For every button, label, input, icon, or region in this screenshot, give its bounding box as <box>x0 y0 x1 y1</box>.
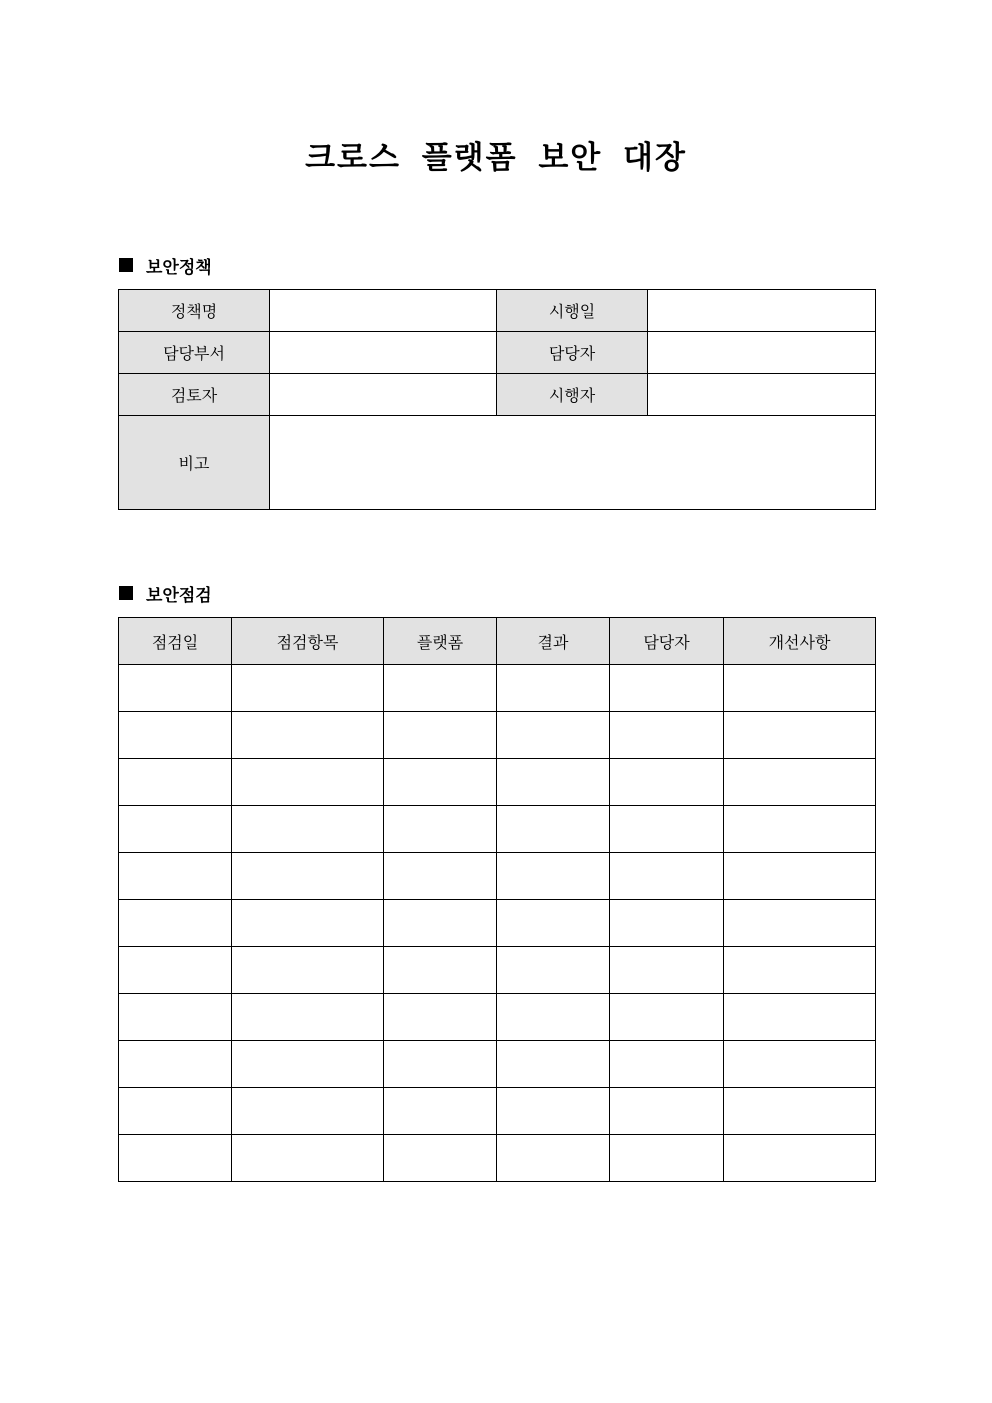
column-header-manager: 담당자 <box>610 618 724 665</box>
platform-cell[interactable] <box>384 853 497 900</box>
result-cell[interactable] <box>497 759 610 806</box>
inspection-item-cell[interactable] <box>232 947 384 994</box>
inspection-date-cell[interactable] <box>119 1135 232 1182</box>
table-row <box>119 290 876 332</box>
policy-name-field[interactable] <box>270 290 497 332</box>
manager-cell[interactable] <box>610 853 724 900</box>
square-bullet-icon <box>119 258 133 272</box>
manager-cell[interactable] <box>610 759 724 806</box>
improvements-cell[interactable] <box>724 853 876 900</box>
section-heading-inspection <box>119 581 212 605</box>
improvements-cell[interactable] <box>724 900 876 947</box>
result-cell[interactable] <box>497 900 610 947</box>
section-heading-label: 보안점검 <box>146 585 212 606</box>
remarks-field[interactable] <box>270 416 876 510</box>
inspection-date-cell[interactable] <box>119 853 232 900</box>
inspection-date-cell[interactable] <box>119 1088 232 1135</box>
improvements-cell[interactable] <box>724 806 876 853</box>
section-heading-label: 보안정책 <box>146 257 212 278</box>
platform-cell[interactable] <box>384 759 497 806</box>
inspection-item-cell[interactable] <box>232 1088 384 1135</box>
column-header-inspection-date: 점검일 <box>119 618 232 665</box>
executor-label: 시행자 <box>497 374 648 416</box>
inspection-date-cell[interactable] <box>119 900 232 947</box>
effective-date-field[interactable] <box>648 290 876 332</box>
column-header-result: 결과 <box>497 618 610 665</box>
table-row <box>119 994 876 1041</box>
table-row <box>119 900 876 947</box>
platform-cell[interactable] <box>384 900 497 947</box>
inspection-item-cell[interactable] <box>232 994 384 1041</box>
inspection-item-cell[interactable] <box>232 806 384 853</box>
inspection-item-cell[interactable] <box>232 1041 384 1088</box>
platform-cell[interactable] <box>384 1135 497 1182</box>
platform-cell[interactable] <box>384 712 497 759</box>
inspection-item-cell[interactable] <box>232 712 384 759</box>
improvements-cell[interactable] <box>724 994 876 1041</box>
table-row <box>119 712 876 759</box>
manager-cell[interactable] <box>610 665 724 712</box>
policy-name-label: 정책명 <box>119 290 270 332</box>
inspection-item-cell[interactable] <box>232 1135 384 1182</box>
result-cell[interactable] <box>497 947 610 994</box>
department-label: 담당부서 <box>119 332 270 374</box>
improvements-cell[interactable] <box>724 947 876 994</box>
result-cell[interactable] <box>497 1041 610 1088</box>
result-cell[interactable] <box>497 712 610 759</box>
result-cell[interactable] <box>497 1088 610 1135</box>
table-row <box>119 947 876 994</box>
inspection-item-cell[interactable] <box>232 900 384 947</box>
remarks-label: 비고 <box>119 416 270 510</box>
document-title: 크로스 플랫폼 보안 대장 <box>305 140 687 176</box>
platform-cell[interactable] <box>384 806 497 853</box>
improvements-cell[interactable] <box>724 759 876 806</box>
platform-cell[interactable] <box>384 1088 497 1135</box>
inspection-date-cell[interactable] <box>119 1041 232 1088</box>
table-row <box>119 665 876 712</box>
reviewer-field[interactable] <box>270 374 497 416</box>
table-row <box>119 416 876 510</box>
improvements-cell[interactable] <box>724 1041 876 1088</box>
inspection-date-cell[interactable] <box>119 994 232 1041</box>
manager-cell[interactable] <box>610 712 724 759</box>
section-heading-policy <box>119 253 212 277</box>
inspection-table <box>118 617 876 1182</box>
department-field[interactable] <box>270 332 497 374</box>
inspection-item-cell[interactable] <box>232 759 384 806</box>
table-row <box>119 1135 876 1182</box>
table-header-row <box>119 618 876 665</box>
platform-cell[interactable] <box>384 994 497 1041</box>
result-cell[interactable] <box>497 806 610 853</box>
platform-cell[interactable] <box>384 1041 497 1088</box>
platform-cell[interactable] <box>384 665 497 712</box>
executor-field[interactable] <box>648 374 876 416</box>
column-header-inspection-item: 점검항목 <box>232 618 384 665</box>
table-row <box>119 1088 876 1135</box>
reviewer-label: 검토자 <box>119 374 270 416</box>
manager-cell[interactable] <box>610 1088 724 1135</box>
inspection-date-cell[interactable] <box>119 712 232 759</box>
policy-table <box>118 289 876 510</box>
result-cell[interactable] <box>497 853 610 900</box>
inspection-date-cell[interactable] <box>119 759 232 806</box>
inspection-item-cell[interactable] <box>232 853 384 900</box>
table-row <box>119 332 876 374</box>
platform-cell[interactable] <box>384 947 497 994</box>
manager-cell[interactable] <box>610 900 724 947</box>
manager-cell[interactable] <box>610 806 724 853</box>
column-header-platform: 플랫폼 <box>384 618 497 665</box>
manager-label: 담당자 <box>497 332 648 374</box>
inspection-date-cell[interactable] <box>119 806 232 853</box>
inspection-item-cell[interactable] <box>232 665 384 712</box>
effective-date-label: 시행일 <box>497 290 648 332</box>
inspection-date-cell[interactable] <box>119 947 232 994</box>
improvements-cell[interactable] <box>724 1088 876 1135</box>
improvements-cell[interactable] <box>724 665 876 712</box>
table-row <box>119 759 876 806</box>
result-cell[interactable] <box>497 1135 610 1182</box>
manager-cell[interactable] <box>610 1135 724 1182</box>
manager-cell[interactable] <box>610 994 724 1041</box>
result-cell[interactable] <box>497 665 610 712</box>
table-row <box>119 374 876 416</box>
square-bullet-icon <box>119 586 133 600</box>
table-row <box>119 1041 876 1088</box>
improvements-cell[interactable] <box>724 712 876 759</box>
table-row <box>119 806 876 853</box>
inspection-date-cell[interactable] <box>119 665 232 712</box>
manager-field[interactable] <box>648 332 876 374</box>
column-header-improvements: 개선사항 <box>724 618 876 665</box>
table-row <box>119 853 876 900</box>
inspection-table-body <box>119 665 876 1182</box>
result-cell[interactable] <box>497 994 610 1041</box>
improvements-cell[interactable] <box>724 1135 876 1182</box>
manager-cell[interactable] <box>610 1041 724 1088</box>
manager-cell[interactable] <box>610 947 724 994</box>
